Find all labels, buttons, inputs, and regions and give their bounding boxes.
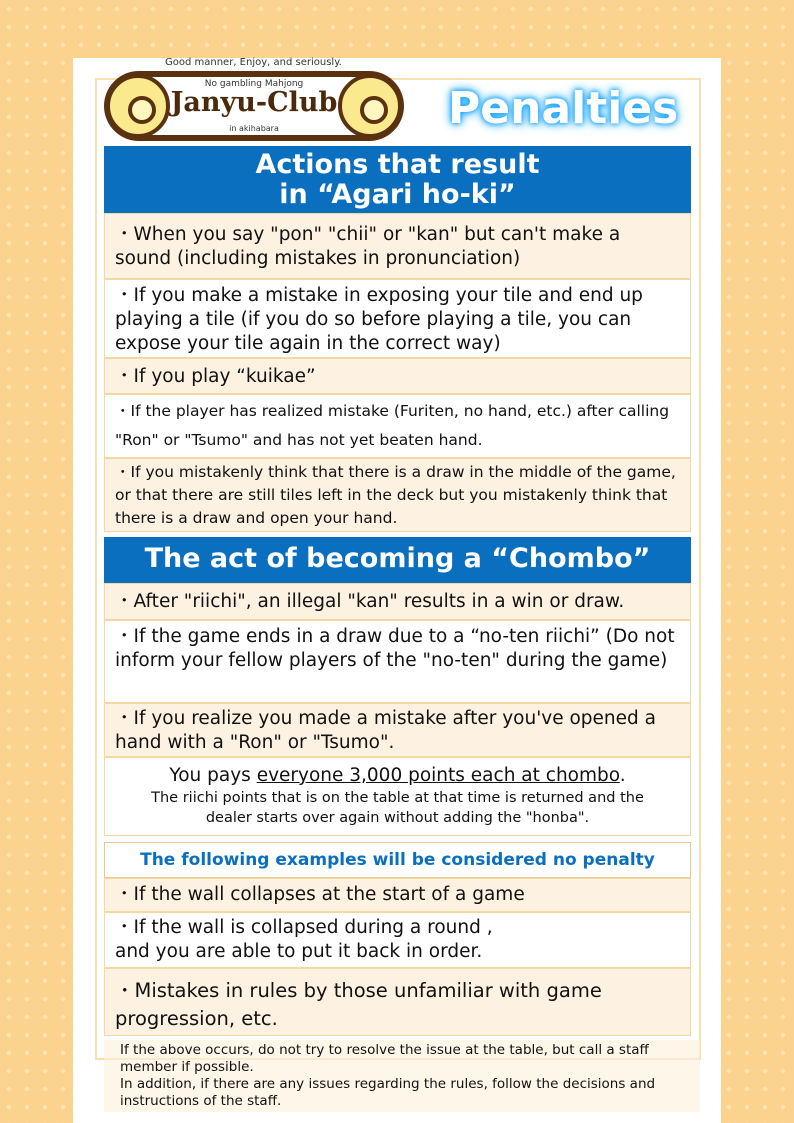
tagline: Good manner, Enjoy, and seriously. — [165, 57, 342, 68]
footer-line: If the above occurs, do not try to resolve the issue at the table, but call a staff member if possible. — [120, 1042, 649, 1075]
list-item: ・When you say "pon" "chii" or "kan" but can't make a sound (including mistakes in pronunciation) — [104, 213, 691, 279]
list-item: ・If the player has realized mistake (Furiten, no hand, etc.) after calling "Ron" or "Tsumo" and has not yet beaten hand. — [104, 394, 691, 458]
list-item: ・If you mistakenly think that there is a draw in the middle of the game, or that there are still tiles left in the deck but you mistakenly think that there is a draw and open your hand. — [104, 458, 691, 532]
penalty-amount: everyone 3,000 points each at chombo — [256, 765, 620, 786]
penalty-text: . — [619, 765, 626, 786]
section-heading-chombo: The act of becoming a “Chombo” — [104, 537, 691, 583]
footer-note — [104, 1040, 700, 1112]
list-item: ・If you realize you made a mistake after you've opened a hand with a "Ron" or "Tsumo". — [104, 703, 691, 757]
logo-name: Janyu-Club — [170, 87, 338, 118]
section-heading-agari-hoki — [104, 146, 691, 213]
list-item: ・Mistakes in rules by those unfamiliar with game progression, etc. — [104, 968, 691, 1036]
logo-subtitle: No gambling Mahjong — [204, 79, 304, 89]
club-logo — [104, 71, 404, 141]
list-item: ・After "riichi", an illegal "kan" results in a win or draw. — [104, 583, 691, 620]
chombo-penalty — [104, 757, 691, 836]
penalty-text: You pays — [169, 765, 257, 786]
list-item: ・If you make a mistake in exposing your tile and end up playing a tile (if you do so before playing a tile, you can expose your tile again in the correct way) — [104, 279, 691, 358]
list-item: ・If the game ends in a draw due to a “no-ten riichi” (Do not inform your fellow players of the "no-ten" during the game) — [104, 620, 691, 703]
penalty-note: The riichi points that is on the table at that time is returned and the dealer starts over again without adding the "honba". — [151, 790, 644, 826]
page-title: Penalties — [448, 83, 679, 134]
list-item: ・If the wall is collapsed during a round , and you are able to put it back in order. — [104, 912, 691, 968]
heading-line: Actions that result — [255, 149, 540, 180]
footer-line: In addition, if there are any issues regarding the rules, follow the decisions and instructions of the staff. — [120, 1076, 656, 1109]
list-item: ・If the wall collapses at the start of a game — [104, 878, 691, 912]
heading-line: in “Agari ho-ki” — [279, 179, 516, 210]
logo-location: in akihabara — [229, 124, 279, 133]
list-item: ・If you play “kuikae” — [104, 358, 691, 394]
no-penalty-heading: The following examples will be considered no penalty — [104, 842, 691, 878]
